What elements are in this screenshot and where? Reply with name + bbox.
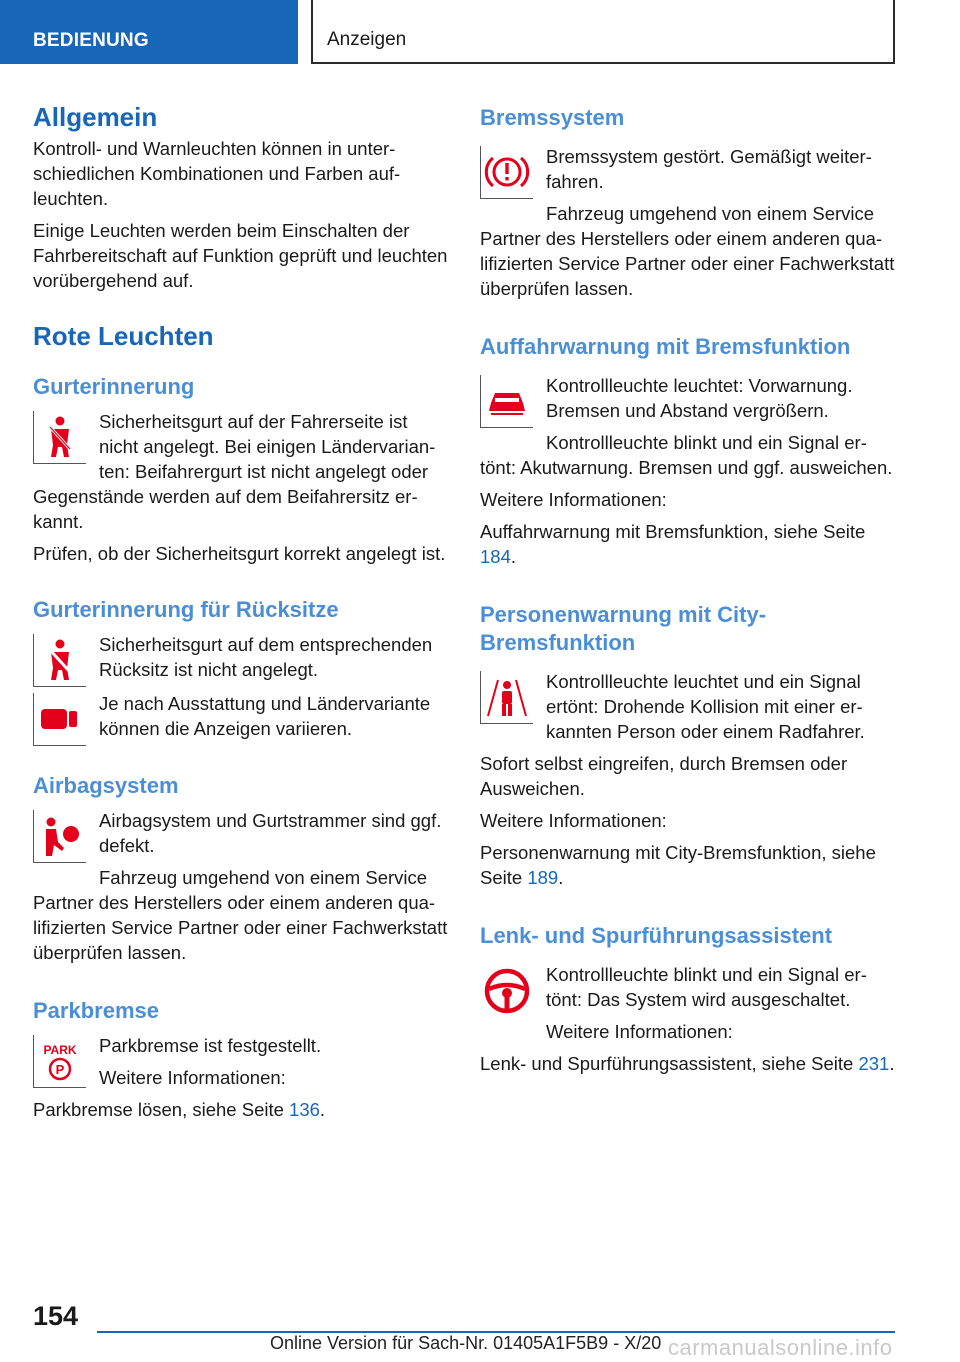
heading-lenk-spur: Lenk- und Spurführungsassistent <box>480 923 833 948</box>
page-link-184[interactable]: 184 <box>480 546 511 567</box>
rear-seatbelt-warning-icon <box>33 634 86 687</box>
person-text-1: Kontrollleuchte leuchtet und ein Signal ertönt: Drohende Kollision mit einer erkannten Person oder einem Radfahrer. <box>546 671 865 742</box>
allgemein-text-2: Einige Leuchten werden beim Einschalten der Fahrbereitschaft auf Funktion geprüft und leuchten vorübergehend auf. <box>33 220 448 291</box>
seatbelt-warning-icon <box>33 411 86 464</box>
seat-status-icon <box>33 693 86 746</box>
left-column <box>33 102 448 1129</box>
auffahr-text-4: Auffahrwarnung mit Bremsfunktion, siehe Seite 184. <box>480 521 866 567</box>
gurt-text-2: Prüfen, ob der Sicherheitsgurt korrekt angelegt ist. <box>33 543 446 564</box>
person-text-3: Weitere Informationen: <box>480 810 667 831</box>
heading-bremssystem: Bremssystem <box>480 105 625 130</box>
heading-airbag: Airbagsystem <box>33 773 179 798</box>
page-link-231[interactable]: 231 <box>858 1053 890 1074</box>
lenk-text-1: Kontrollleuchte blinkt und ein Signal ertönt: Das System wird ausgeschaltet. <box>546 964 867 1010</box>
park-text-3: Parkbremse lösen, siehe Seite 136. <box>33 1099 326 1120</box>
footer-online-version: Online Version für Sach-Nr. 01405A1F5B9 - X/20 <box>270 1333 662 1353</box>
brems-text-2: Fahrzeug umgehend von einem Service Partner des Herstellers oder einem anderen qualifizierten Service Partner oder einer Fachwerkstatt überprüfen lassen. <box>480 203 895 299</box>
lenk-text-2: Weitere Informationen: <box>546 1021 733 1042</box>
auffahr-block <box>480 373 895 569</box>
page-number: 154 <box>33 1301 79 1331</box>
right-column <box>480 102 895 1083</box>
auffahr-text-1: Kontrollleuchte leuchtet: Vorwarnung. Bremsen und Abstand vergrößern. <box>546 375 853 421</box>
airbag-warning-icon <box>33 810 86 863</box>
heading-auffahrwarnung: Auffahrwarnung mit Bremsfunktion <box>480 334 851 359</box>
heading-gurterinnerung: Gurterinnerung <box>33 374 195 399</box>
person-text-4: Personenwarnung mit City-Bremsfunktion, siehe Seite 189. <box>480 842 876 888</box>
page-link-136[interactable]: 136 <box>289 1099 320 1120</box>
auffahr-text-3: Weitere Informationen: <box>480 489 667 510</box>
person-text-2: Sofort selbst eingreifen, durch Bremsen oder Ausweichen. <box>480 753 848 799</box>
lenk-block <box>480 962 895 1076</box>
brems-block <box>480 144 895 301</box>
auffahr-text-2: Kontrollleuchte blinkt und ein Signal ertönt: Akutwarnung. Bremsen und ggf. ausweichen. <box>480 432 893 478</box>
chapter-title: BEDIENUNG <box>33 30 149 51</box>
page-link-189[interactable]: 189 <box>527 867 559 888</box>
section-title: Anzeigen <box>327 29 407 50</box>
section-header <box>311 0 895 64</box>
heading-parkbremse: Parkbremse <box>33 998 159 1023</box>
svg-text:P: P <box>55 1062 65 1077</box>
chapter-tab <box>0 0 298 64</box>
gurt-block <box>33 409 448 566</box>
heading-allgemein: Allgemein <box>33 102 158 132</box>
gurt-rueck-text-1: Sicherheitsgurt auf dem entsprechenden Rücksitz ist nicht angelegt. <box>99 634 433 680</box>
person-block <box>480 669 895 890</box>
park-icon-label: PARK <box>43 1043 77 1057</box>
steering-wheel-icon <box>480 964 533 1017</box>
brake-warning-icon <box>480 146 533 199</box>
gurt-rueck-block <box>33 632 448 750</box>
heading-gurt-ruecksitze: Gurterinnerung für Rücksitze <box>33 597 339 622</box>
parking-brake-icon <box>33 1035 86 1088</box>
airbag-text-2: Fahrzeug umgehend von einem Service Partner des Herstellers oder einem anderen qualifizierten Service Partner oder einer Fachwerkstatt überprüfen lassen. <box>33 867 448 963</box>
gurt-rueck-text-2: Je nach Ausstattung und Ländervariante können die Anzeigen variieren. <box>99 693 431 739</box>
lenk-text-3: Lenk- und Spurführungsassistent, siehe Seite 231. <box>480 1053 895 1074</box>
gurt-text-1: Sicherheitsgurt auf der Fahrerseite ist nicht angelegt. Bei einigen Ländervarianten: Beifahrergurt ist nicht angelegt oder Gegenstände werden auf dem Beifahrersitz erkannt. <box>33 411 436 532</box>
heading-personenwarnung: Personenwarnung mit City-Bremsfunktion <box>480 602 767 655</box>
heading-rote-leuchten: Rote Leuchten <box>33 321 214 351</box>
collision-warning-icon <box>480 375 533 428</box>
airbag-block <box>33 808 448 965</box>
park-text-1: Parkbremse ist festgestellt. <box>99 1035 322 1056</box>
pedestrian-warning-icon <box>480 671 533 724</box>
brems-text-1: Bremssystem gestört. Gemäßigt weiterfahren. <box>546 146 872 192</box>
park-block <box>33 1033 448 1122</box>
park-text-2: Weitere Informationen: <box>99 1067 286 1088</box>
watermark: carmanualsonline.info <box>668 1335 893 1360</box>
allgemein-text-1: Kontroll- und Warnleuchten können in unterschiedlichen Kombinationen und Farben aufleuchten. <box>33 138 401 209</box>
airbag-text-1: Airbagsystem und Gurtstrammer sind ggf. defekt. <box>99 810 442 856</box>
